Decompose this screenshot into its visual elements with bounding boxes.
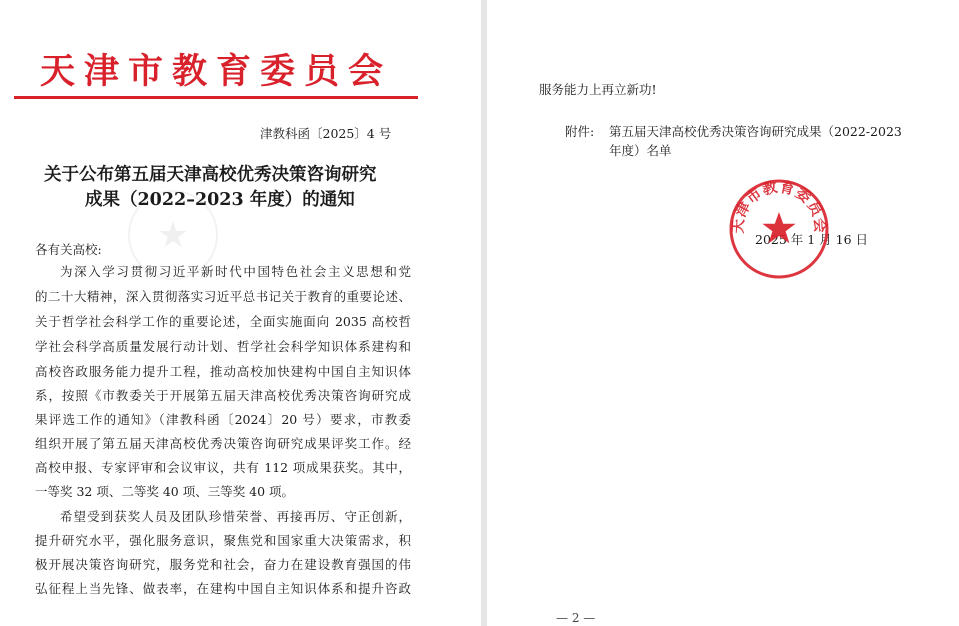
page-number: — 2 — bbox=[556, 611, 596, 625]
body-line: 弘征程上当先锋、做表率，在建构中国自主知识体系和提升咨政 bbox=[35, 581, 411, 596]
body-line: 果评选工作的通知》（津教科函〔2024〕20 号）要求，市教委 bbox=[35, 412, 411, 427]
bleed-through-shadow bbox=[597, 168, 737, 208]
header-red-rule bbox=[14, 96, 418, 99]
salutation: 各有关高校: bbox=[35, 242, 102, 257]
seal-ring-text: 天津市教育委员会 bbox=[729, 178, 829, 235]
document-number: 津教科函〔2025〕4 号 bbox=[260, 126, 392, 141]
attachment-title bbox=[609, 122, 902, 160]
attachment-label: 附件: bbox=[565, 124, 595, 139]
body-line: 一等奖 32 项、二等奖 40 项、三等奖 40 项。 bbox=[35, 484, 295, 499]
body-line: 希望受到获奖人员及团队珍惜荣誉、再接再厉、守正创新， bbox=[60, 509, 411, 524]
issue-date: 2025 年 1 月 16 日 bbox=[755, 232, 869, 247]
body-line: 系，按照《市教委关于开展第五届天津高校优秀决策咨询研究成 bbox=[35, 388, 411, 403]
body-line: 提升研究水平，强化服务意识，聚焦党和国家重大决策需求，积 bbox=[35, 533, 411, 548]
continuation-text: 服务能力上再立新功! bbox=[539, 82, 657, 97]
attachment-title-line-1: 第五届天津高校优秀决策咨询研究成果（2022-2023 bbox=[609, 124, 902, 139]
faint-seal-mark: ★ bbox=[128, 190, 218, 280]
notice-title-line-2: 成果（2022–2023 年度）的通知 bbox=[85, 190, 355, 210]
body-line: 组织开展了第五届天津高校优秀决策咨询研究成果评奖工作。经 bbox=[35, 436, 411, 451]
body-line: 的二十大精神，深入贯彻落实习近平总书记关于教育的重要论述、 bbox=[35, 289, 411, 304]
seal-star-icon bbox=[762, 212, 795, 243]
attachment-title-line-2: 年度）名单 bbox=[609, 143, 672, 158]
seal-graphic bbox=[728, 178, 830, 280]
body-line: 高校咨政服务能力提升工程，推动高校加快建构中国自主知识体 bbox=[35, 364, 411, 379]
issuer-header: 天津市教育委员会 bbox=[40, 51, 393, 92]
right-page bbox=[487, 0, 959, 626]
official-red-seal bbox=[728, 178, 830, 280]
body-line: 极开展决策咨询研究，服务党和社会，奋力在建设教育强国的伟 bbox=[35, 557, 411, 572]
body-line: 学社会科学高质量发展行动计划、哲学社会科学知识体系建构和 bbox=[35, 339, 411, 354]
body-line: 高校申报、专家评审和会议审议，共有 112 项成果获奖。其中， bbox=[35, 460, 411, 475]
notice-title-line-1: 关于公布第五届天津高校优秀决策咨询研究 bbox=[44, 165, 377, 185]
body-line: 关于哲学社会科学工作的重要论述，全面实施面向 2035 高校哲 bbox=[35, 314, 411, 329]
body-line: 为深入学习贯彻习近平新时代中国特色社会主义思想和党 bbox=[60, 264, 411, 279]
